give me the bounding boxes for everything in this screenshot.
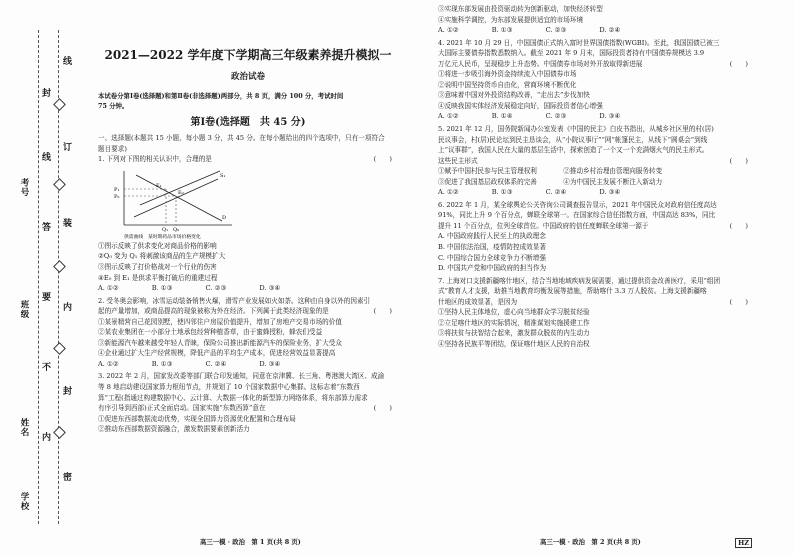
seal-note: 不 bbox=[42, 363, 52, 373]
question-4: 大国际主要债券指数悉数纳入。截至 2021 年 9 月末，国际投资者持有中国债券规模达 3.9 bbox=[438, 49, 705, 58]
question-text: 这些民主形式 bbox=[438, 156, 478, 165]
answer-paren: ( ) bbox=[729, 156, 748, 165]
seal-note: 答 bbox=[42, 223, 52, 233]
label-e1: E₁ bbox=[156, 182, 162, 189]
q3-option: ③实现东部发展由投资驱动转为创新驱动，加快经济转型 bbox=[438, 5, 603, 13]
exam-intro: 75 分钟。 bbox=[98, 102, 129, 111]
q2-choices: A. ①② B. ①③ C. ②④ D. ③④ bbox=[98, 359, 281, 368]
question-7: 式”教育人才支援，助推当地教育均衡发展等措施，帮助喀什 3.3 万人脱贫。上海支援新疆喀 bbox=[438, 287, 707, 296]
q1-choices: A. ①② B. ①③ C. ②③ D. ③④ bbox=[98, 284, 281, 293]
answer-paren: ( ) bbox=[373, 155, 392, 164]
label-q0: Q₀ bbox=[173, 226, 180, 233]
question-7: 7. 上海对口支援新疆喀什地区，结合当地地域疾病发展需要，通过提供资金改善医疗，采用“组团 bbox=[438, 276, 721, 285]
binding-mark: 密 bbox=[63, 473, 73, 483]
q2-option: ②某农业集团在一小部分土地承包经营种植香草，由于蜜蜂授粉，蜂农们受益 bbox=[98, 328, 323, 337]
right-column bbox=[438, 4, 754, 350]
question-7 bbox=[438, 297, 754, 308]
exam-intro: 本试卷分第Ⅰ卷(选择题)和第Ⅱ卷(非选择题)两部分，共 8 页，满分 100 分，考试时间 bbox=[98, 91, 344, 100]
q4-option: ①将进一步吸引海外资金持续流入中国债券市场 bbox=[438, 70, 577, 79]
question-text: 起的产量增加，或商品提高的现象被称为外在经济。下列属于此类经济现象的是 bbox=[98, 307, 329, 316]
seal-note: 封 bbox=[42, 89, 52, 99]
answer-paren: ( ) bbox=[729, 297, 748, 306]
binding-mark: 装 bbox=[63, 219, 73, 229]
question-2: 2. 受冬奥会影响，冰雪运动装备销售火爆，滑雪产业发展如火如荼。这种由自身以外的因素引 bbox=[98, 296, 371, 305]
q6-option: B. 中国依法治国，疫情防控成效显著 bbox=[438, 243, 546, 252]
demand-curve bbox=[136, 175, 222, 221]
binding-mark: 内 bbox=[63, 303, 73, 313]
exam-subject: 政治试卷 bbox=[230, 72, 265, 83]
label-d: D bbox=[222, 214, 227, 221]
q2-option: ①某景精营自己花园别墅，使四邻住户房屋价值提升，增加了房地产交易市场的价值 bbox=[98, 317, 342, 326]
q4-choices: A. ①② B. ①④ C. ②③ D. ③④ bbox=[438, 112, 621, 121]
q2-option: ③新能源汽车越来越受年轻人青睐，保险公司推出新能源汽车的保险业务，扩大受众 bbox=[98, 338, 342, 347]
answer-paren: ( ) bbox=[373, 404, 392, 413]
question-text: 万亿元人民币，呈现稳步上升态势。中国债券市场对外开放取得新进展 bbox=[438, 59, 643, 68]
question-5: 上“议事群”，我国人民在大量的基层生活中，探索创造了一个又一个充满烟火气的民主形式。 bbox=[438, 146, 709, 155]
question-5 bbox=[438, 156, 754, 167]
instructions: 题目要求) bbox=[98, 144, 127, 153]
label-p0: P₀ bbox=[114, 193, 120, 200]
q3-choices: A. ①② B. ①③ C. ②③ D. ②④ bbox=[438, 26, 621, 35]
question-6: 6. 2022 年 1 月，某全球舆论公关咨询公司调查报告显示，2021 年中国民众对政府信任度高达 bbox=[438, 200, 717, 209]
q6-option: D. 中国共产党和中国政府的担当作为 bbox=[438, 264, 547, 273]
question-2 bbox=[98, 306, 398, 317]
question-6: 91%，同比上升 9 个百分点，蝉联全球第一。在国家综合信任指数方面，中国高达 83%，同比 bbox=[438, 211, 716, 220]
supply-curve-s1 bbox=[140, 171, 220, 205]
question-4 bbox=[438, 59, 754, 70]
q5-option: ①赋予中国村民参与民主管理权利 ②推动乡村治理由管理向服务转变 bbox=[438, 167, 663, 176]
question-6 bbox=[438, 221, 754, 232]
q7-option: ①坚持人民主体地位，虚心向当地群众学习脱贫经验 bbox=[438, 308, 590, 317]
seal-note: 线 bbox=[42, 153, 52, 163]
q1-option: ④E₀ 到 E₁ 是供求平衡打破后的重建过程 bbox=[98, 273, 218, 282]
question-text: 什地区的成效显著，是因为 bbox=[438, 297, 518, 306]
q5-choices: A. ①② B. ①③ C. ②④ D. ③④ bbox=[438, 188, 621, 197]
q1-option: ②Q₀ 变为 Q₁ 将刺激该商品的生产规模扩大 bbox=[98, 252, 226, 261]
q3-option: ①促进东西部数据流动优势，实现全国算力资源优化配置和合理布局 bbox=[98, 414, 296, 423]
q7-option: ③将扶贫与扶智结合起来，激发群众脱贫的内生动力 bbox=[438, 329, 590, 338]
q7-option: ④坚持各民族平等团结，保证喀什地区人民的自治权 bbox=[438, 339, 590, 348]
left-column bbox=[98, 46, 398, 435]
diamond-icon bbox=[53, 260, 66, 273]
question-3 bbox=[98, 403, 398, 414]
page-footer-right: 高三一模 · 政治 第 2 页(共 8 页) bbox=[540, 538, 641, 546]
q1-option: ①图示反映了供求变化对商品价格的影响 bbox=[98, 241, 217, 250]
q4-option: ②说明中国坚持货币自由化，营商环境不断优化 bbox=[438, 80, 577, 89]
label-p1: P₁ bbox=[114, 186, 120, 193]
seal-note: 内 bbox=[42, 433, 52, 443]
supply-demand-chart bbox=[110, 167, 250, 239]
question-3: 等 8 地启动建设国家算力枢纽节点，并规划了 10 个国家数据中心集群。这标志着“东数西 bbox=[98, 383, 360, 392]
question-text: 提升 11 个百分点，位列全球首位。中国政府的信任度蝉联全球第一源于 bbox=[438, 221, 649, 230]
q4-option: ③意味着中国对外投资结构改善，“走出去”步伐加快 bbox=[438, 91, 590, 100]
diamond-icon bbox=[53, 98, 66, 111]
q5-option: ③促进了我国基层政权体系的完善 ④为中国民主发展不断注入新动力 bbox=[438, 177, 663, 186]
chart-caption: 供需曲线 某时期药品市场价格变化 bbox=[124, 234, 201, 239]
q3-option: ④实施科学调控，为东部发展提供适宜的市场环境 bbox=[438, 15, 584, 24]
question-1 bbox=[98, 154, 398, 165]
instructions: 一、选择题(本题共 15 小题，每小题 3 分，共 45 分。在每小题给出的四个选项中，只有一项符合 bbox=[98, 134, 385, 143]
exam-title: 2021—2022 学年度下学期高三年级素养提升模拟一 bbox=[104, 48, 392, 62]
q2-option: ④企业通过扩大生产经营规模，降低产品的平均生产成本，促进经营效益显著提高 bbox=[98, 349, 336, 358]
q6-option: A. 中国政府践行人民至上的执政理念 bbox=[438, 232, 546, 241]
binding-mark: 线 bbox=[63, 57, 73, 67]
label-e0: E₀ bbox=[178, 189, 184, 196]
chart-svg bbox=[110, 167, 250, 239]
diamond-icon bbox=[53, 178, 66, 191]
question-5: 民议事会，村(居)民论坛到民主恳谈会，从“小院议事厅”“网”帐篷民主，从线下“圆桌会”到线 bbox=[438, 135, 708, 144]
q1-option: ③图示反映了打价格战对一个行业的伤害 bbox=[98, 263, 217, 272]
question-5: 5. 2021 年 12 月，国务院新闻办公室发表《中国的民主》白皮书指出，从城乡社区里的村(居) bbox=[438, 125, 714, 134]
question-3: 算”工程(指通过构建数据中心、云计算、大数据一体化的新型算力网络体系，将东部算力需求 bbox=[98, 393, 368, 402]
label-q1: Q₁ bbox=[162, 226, 169, 233]
q6-option: C. 中国综合国力全球竞争力不断增强 bbox=[438, 253, 546, 262]
answer-paren: ( ) bbox=[729, 59, 748, 68]
q7-option: ②立足喀什地区的实际情况，精准谋划实施援建工作 bbox=[438, 318, 590, 327]
diamond-icon bbox=[53, 426, 66, 439]
field-class: 班级 bbox=[19, 300, 29, 319]
field-school: 学校 bbox=[19, 492, 29, 511]
binding-strip bbox=[0, 0, 80, 554]
question-text: 有序引导到西部)正式全面启动。国家实施“东数西算”意在 bbox=[98, 404, 266, 413]
seal-note: 要 bbox=[42, 293, 52, 303]
q3-option: ②推动东西部数据资源融合，激发数据要素创新活力 bbox=[98, 425, 250, 434]
binding-mark: 订 bbox=[63, 143, 73, 153]
page-footer-left: 高三一模 · 政治 第 1 页(共 8 页) bbox=[200, 538, 301, 546]
seal-line bbox=[38, 30, 39, 524]
answer-paren: ( ) bbox=[729, 221, 748, 230]
label-s: S₁ bbox=[220, 172, 226, 179]
question-4: 4. 2021 年 10 月 29 日，中国国债正式纳入富时世界国债指数(WGBI)。至此，我国国债已被三 bbox=[438, 38, 720, 47]
binding-mark: 封 bbox=[63, 387, 73, 397]
diamond-icon bbox=[53, 342, 66, 355]
field-name: 姓名 bbox=[19, 418, 29, 437]
corner-tag: HZ bbox=[735, 538, 752, 548]
question-text: 1. 下列对下图的相关认识中，合理的是 bbox=[98, 155, 212, 164]
q4-option: ④反映我国实体经济发展稳定向好，国际投资者信心增强 bbox=[438, 101, 603, 110]
answer-paren: ( ) bbox=[373, 307, 392, 316]
field-exam-number: 考号 bbox=[19, 178, 29, 197]
section-title: 第Ⅰ卷(选择题 共 45 分) bbox=[190, 117, 306, 129]
question-3: 3. 2022 年 2 月，国家发改委等部门联合印发通知，同意在京津冀、长三角、粤港澳大湾区、成渝 bbox=[98, 372, 385, 381]
